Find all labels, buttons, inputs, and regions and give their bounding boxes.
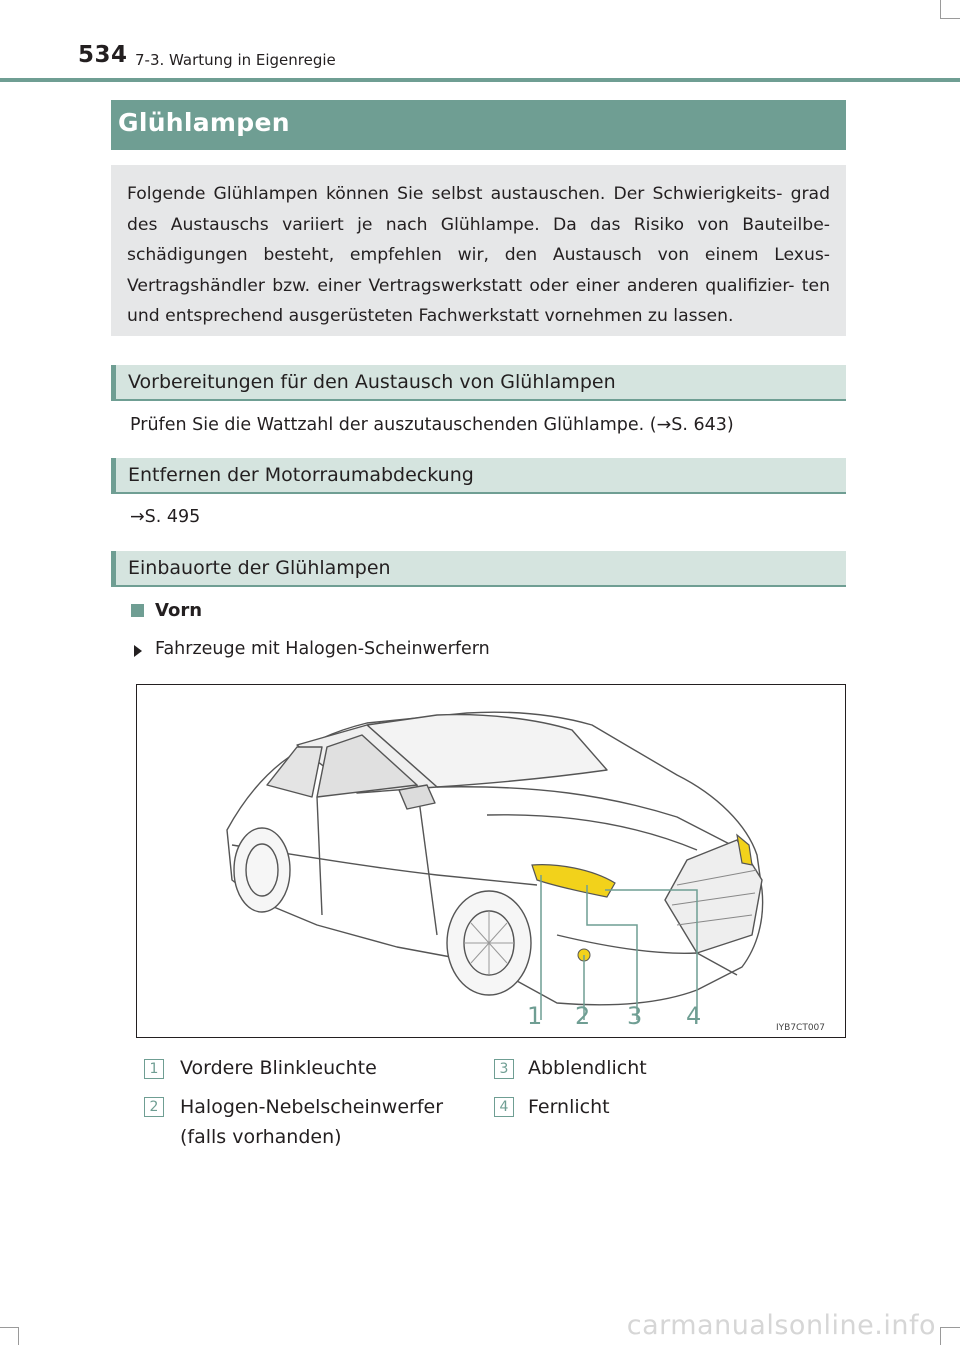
subhead-bar bbox=[111, 551, 116, 585]
subhead-engine-cover-title: Entfernen der Motorraumabdeckung bbox=[128, 464, 474, 486]
intro-text: Folgende Glühlampen können Sie selbst austauschen. Der Schwierigkeits- grad des Austauschs variiert je nach Glühlampe. Da das Risiko von Bauteilbe- schädigungen besteht, empfehlen wir, den Austausch von einem Lexus- Vertragshändler bzw. einer Vertragswerkstatt oder einer anderen qualifizier- ten und entsprechend ausgerüsteten Fachwerkstatt vornehmen zu lassen. bbox=[127, 184, 830, 326]
triangle-bullet-icon bbox=[134, 645, 142, 657]
legend-item-4: Fernlicht bbox=[528, 1096, 610, 1118]
crop-mark bbox=[940, 18, 960, 19]
intro-box bbox=[111, 165, 846, 336]
callout-1: 1 bbox=[527, 1002, 543, 1030]
figure-code: IYB7CT007 bbox=[776, 1023, 826, 1033]
header-rule bbox=[0, 78, 960, 82]
callout-line-3 bbox=[587, 885, 637, 1020]
legend-item-3: Abblendlicht bbox=[528, 1057, 647, 1079]
subhead-preparation-title: Vorbereitungen für den Austausch von Glühlampen bbox=[128, 371, 616, 393]
crop-mark bbox=[940, 1327, 941, 1345]
side-mirror bbox=[399, 785, 435, 809]
legend-item-2: Halogen-Nebelscheinwerfer (falls vorhanden) bbox=[180, 1096, 444, 1148]
section-title: 7-3. Wartung in Eigenregie bbox=[135, 51, 336, 69]
crop-mark bbox=[940, 0, 941, 18]
side-window-rear bbox=[267, 747, 322, 797]
subhead-bar bbox=[111, 458, 116, 492]
subsection-vorn: Vorn bbox=[155, 600, 203, 621]
legend-badge-1: 1 bbox=[144, 1059, 164, 1079]
headlamp-left bbox=[532, 865, 615, 897]
rear-wheel bbox=[234, 828, 290, 912]
door-line bbox=[417, 785, 437, 935]
door-line bbox=[317, 797, 322, 915]
page-number: 534 bbox=[78, 42, 128, 68]
subhead-engine-cover bbox=[111, 458, 846, 494]
car-illustration bbox=[136, 684, 846, 1038]
engine-cover-ref: →S. 495 bbox=[130, 507, 201, 527]
legend-badge-2: 2 bbox=[144, 1097, 164, 1117]
subhead-locations bbox=[111, 551, 846, 587]
legend-badge-4: 4 bbox=[494, 1097, 514, 1117]
square-bullet-icon bbox=[131, 604, 144, 617]
crop-mark bbox=[940, 1327, 960, 1328]
preparation-text: Prüfen Sie die Wattzahl der auszutauschenden Glühlampe. (→S. 643) bbox=[130, 415, 734, 435]
watermark: carmanualsonline.info bbox=[626, 1310, 936, 1341]
callout-2: 2 bbox=[575, 1002, 591, 1030]
callout-3: 3 bbox=[627, 1002, 643, 1030]
variant-text: Fahrzeuge mit Halogen-Scheinwerfern bbox=[155, 639, 490, 659]
main-title: Glühlampen bbox=[118, 108, 290, 137]
legend-item-1: Vordere Blinkleuchte bbox=[180, 1057, 377, 1079]
hood-line bbox=[437, 787, 747, 853]
crop-mark bbox=[0, 1327, 18, 1328]
crop-mark bbox=[18, 1327, 19, 1345]
subhead-preparation bbox=[111, 365, 846, 401]
callout-4: 4 bbox=[686, 1002, 702, 1030]
subhead-locations-title: Einbauorte der Glühlampen bbox=[128, 557, 391, 579]
hood-crease bbox=[487, 815, 697, 850]
legend-badge-3: 3 bbox=[494, 1059, 514, 1079]
car-drawing bbox=[137, 685, 845, 1037]
subhead-bar bbox=[111, 365, 116, 399]
